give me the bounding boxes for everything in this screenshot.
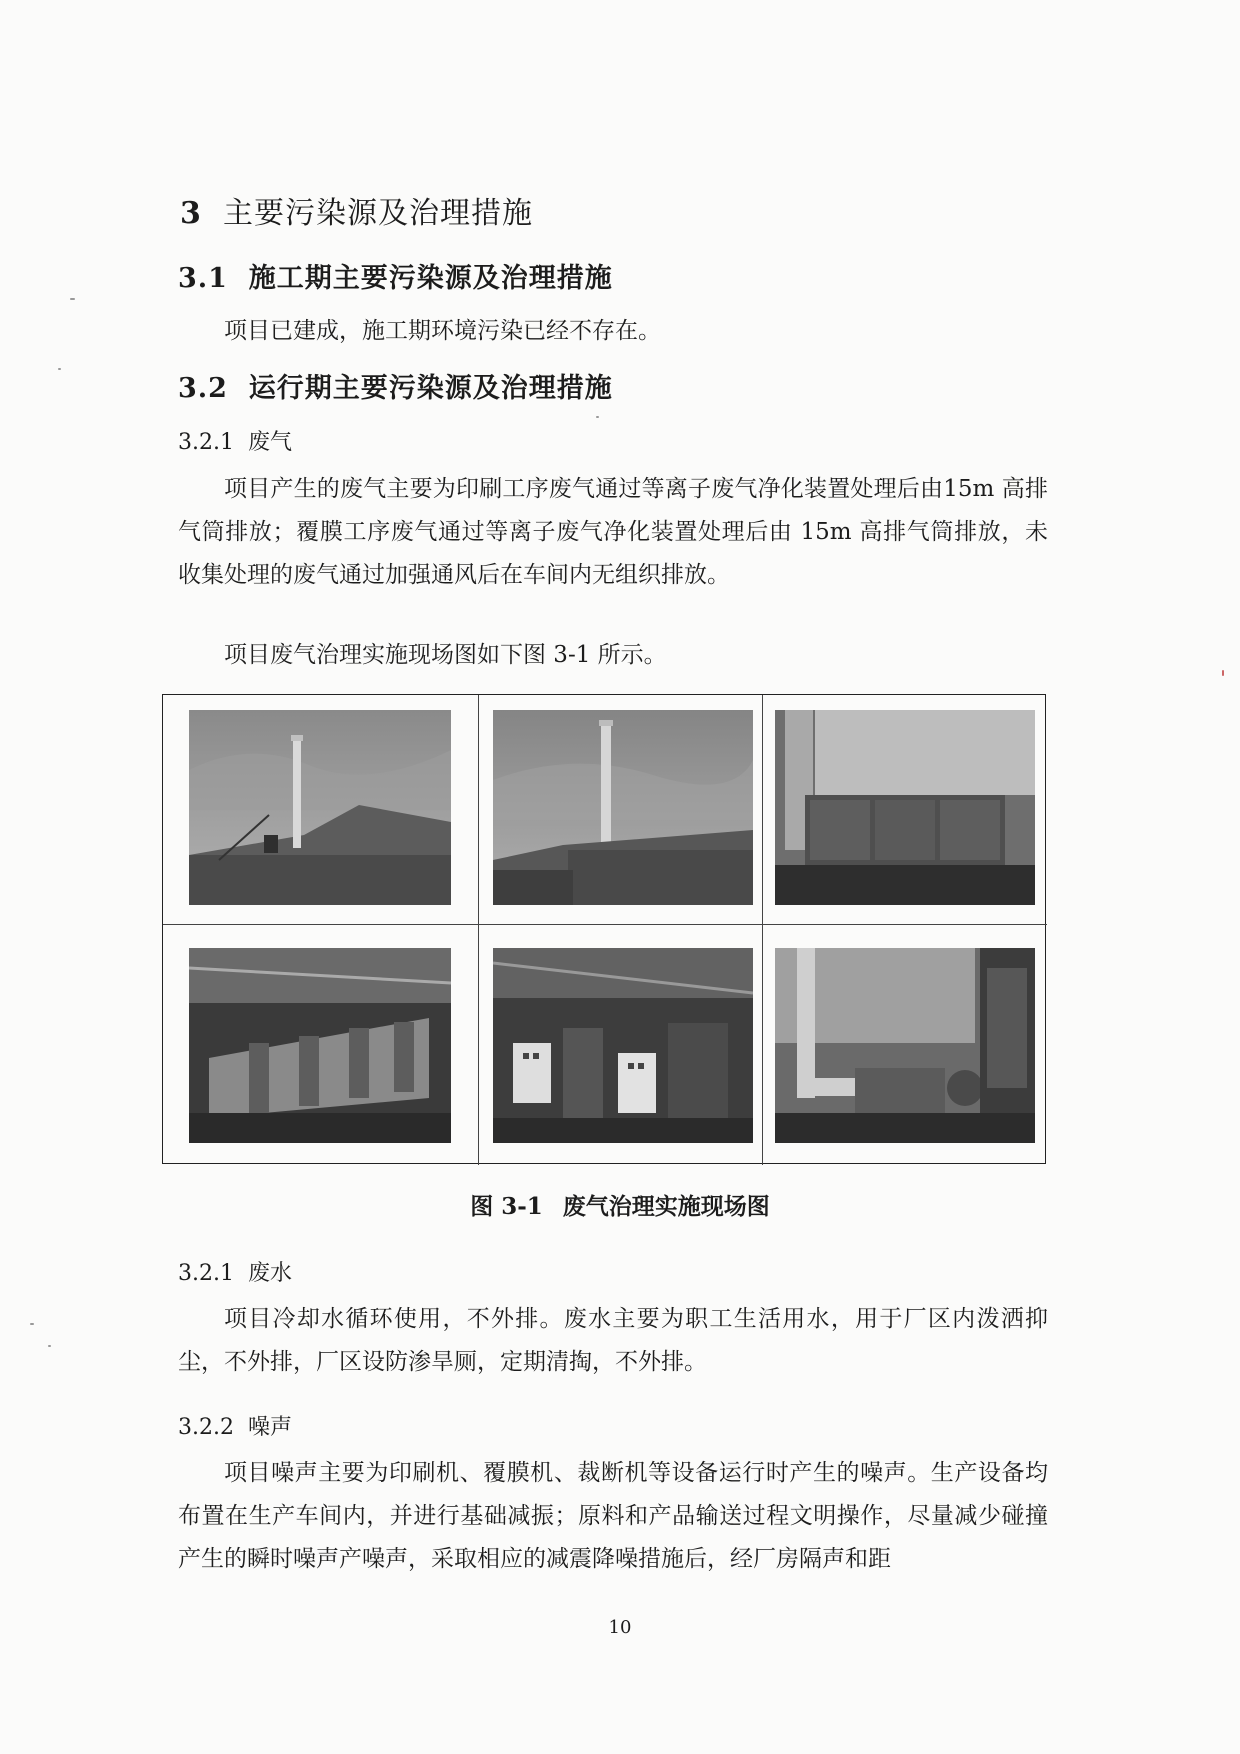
subsection-number: 3.2.1	[178, 1261, 234, 1286]
figure-label: 图 3-1	[470, 1193, 543, 1220]
noise-body: 项目噪声主要为印刷机、覆膜机、裁断机等设备运行时产生的噪声。生产设备均布置在生产车间内，并进行基础减振；原料和产品输送过程文明操作，尽量减少碰撞产生的瞬时噪声产噪声，采取相应的减震降噪措施后，经厂房隔声和距	[178, 1460, 1048, 1572]
exhaust-stack-roof-photo	[189, 710, 451, 905]
section-heading-3-2	[178, 366, 613, 405]
section-title: 施工期主要污染源及治理措施	[248, 263, 613, 294]
gas-body: 项目产生的废气主要为印刷工序废气通过等离子废气净化装置处理后由15m 高排气筒排放；覆膜工序废气通过等离子废气净化装置处理后由 15m 高排气筒排放，未收集处理的废气通过加强通风后在车间内无组织排放。	[178, 476, 1048, 588]
figure-reference: 项目废气治理实施现场图如下图 3-1 所示。	[224, 642, 667, 668]
section-number: 3.2	[178, 373, 228, 404]
chapter-heading	[180, 188, 533, 232]
printing-press-photo	[189, 948, 451, 1143]
exhaust-stack-building-photo	[493, 710, 753, 905]
purifier-unit-photo	[775, 710, 1035, 905]
scan-speck	[58, 368, 61, 370]
scan-speck	[1222, 670, 1224, 676]
scan-speck	[596, 416, 599, 418]
subsection-heading-gas	[178, 425, 292, 456]
duct-fan-photo	[775, 948, 1035, 1143]
subsection-title: 废水	[247, 1261, 292, 1286]
subsection-title: 废气	[247, 430, 292, 455]
water-body: 项目冷却水循环使用，不外排。废水主要为职工生活用水，用于厂区内泼洒抑尘，不外排，厂区设防渗旱厕，定期清掏，不外排。	[178, 1306, 1048, 1375]
chapter-title: 主要污染源及治理措施	[222, 196, 533, 231]
photo-grid	[162, 694, 1046, 1164]
subsection-number: 3.2.1	[178, 430, 234, 455]
section-title: 运行期主要污染源及治理措施	[248, 373, 613, 404]
section-number: 3.1	[178, 263, 228, 294]
control-cabinet-photo	[493, 948, 753, 1143]
figure-title: 废气治理实施现场图	[562, 1193, 770, 1220]
scan-speck	[30, 1323, 34, 1325]
gas-paragraph	[178, 468, 1048, 597]
chapter-number: 3	[180, 196, 202, 231]
subsection-heading-noise	[178, 1410, 292, 1441]
water-paragraph	[178, 1298, 1048, 1384]
scan-speck	[70, 298, 75, 300]
section-heading-3-1	[178, 256, 613, 295]
scan-speck	[48, 1345, 51, 1347]
section-3-1-body: 项目已建成，施工期环境污染已经不存在。	[224, 318, 661, 344]
figure-caption	[0, 1188, 1240, 1221]
subsection-title: 噪声	[247, 1415, 292, 1440]
noise-paragraph	[178, 1452, 1048, 1581]
subsection-number: 3.2.2	[178, 1415, 234, 1440]
page-number: 10	[608, 1617, 632, 1638]
subsection-heading-water	[178, 1256, 292, 1287]
